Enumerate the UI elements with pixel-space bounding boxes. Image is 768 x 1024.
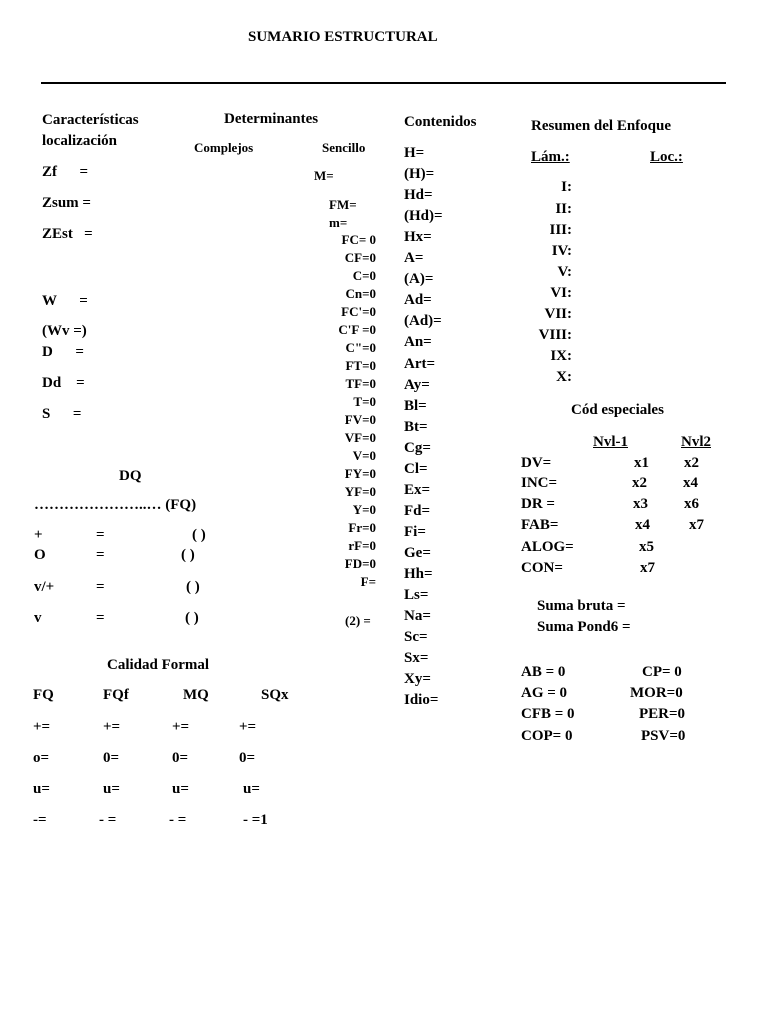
contenido-item: (H)= xyxy=(404,166,435,183)
contenido-item: Xy= xyxy=(404,671,431,688)
contenido-item: Na= xyxy=(404,608,431,625)
determinante-item: C=0 xyxy=(352,268,376,283)
calidad-cell: - =1 xyxy=(243,812,268,828)
contenido-item: Ad= xyxy=(404,292,432,309)
calidad-cell: 0= xyxy=(239,750,256,766)
determinante-item: F= xyxy=(360,574,376,589)
determinante-item: FV=0 xyxy=(344,412,376,427)
nvl2-header: Nvl2 xyxy=(681,434,711,450)
calidad-formal-heading: Calidad Formal xyxy=(107,657,210,673)
otro-codigo-right: PSV=0 xyxy=(641,728,686,744)
otro-codigo-left: CFB = 0 xyxy=(521,706,575,722)
contenido-item: (A)= xyxy=(404,271,434,288)
otro-codigo-left: COP= 0 xyxy=(521,728,573,744)
especial-nvl1: x1 xyxy=(634,455,649,471)
determinante-item: TF=0 xyxy=(345,376,376,391)
determinante-item: Y=0 xyxy=(352,502,376,517)
dq-row-value: ( ) xyxy=(186,579,200,595)
calidad-cell: - = xyxy=(99,812,117,828)
calidad-cell: u= xyxy=(172,781,189,797)
dd-field: Dd = xyxy=(42,375,85,391)
dq-row-symbol: + xyxy=(34,527,43,543)
loc-label: Loc.: xyxy=(650,149,683,165)
contenido-item: Ex= xyxy=(404,481,431,498)
pairs-field: (2) = xyxy=(345,613,371,628)
lamina-numeral: I: xyxy=(561,179,572,195)
determinante-item: C"=0 xyxy=(345,340,376,355)
contenido-item: Hx= xyxy=(404,229,432,246)
especial-nvl1: x4 xyxy=(635,517,650,533)
contenido-item: A= xyxy=(404,250,424,267)
contenido-item: (Hd)= xyxy=(404,208,443,225)
determinante-item: Cn=0 xyxy=(345,286,376,301)
calidad-cell: += xyxy=(172,719,190,735)
dq-row-value: ( ) xyxy=(185,610,199,626)
calidad-header: FQ xyxy=(33,687,54,703)
dq-row-symbol: v/+ xyxy=(34,579,55,595)
calidad-cell: 0= xyxy=(103,750,120,766)
especial-code: DV= xyxy=(521,455,552,471)
contenido-item: An= xyxy=(404,334,432,351)
otro-codigo-left: AG = 0 xyxy=(521,685,568,701)
dq-row-value: ( ) xyxy=(192,527,206,543)
otro-codigo-right: MOR=0 xyxy=(630,685,683,701)
especial-code: DR = xyxy=(521,496,555,512)
lamina-numeral: VII: xyxy=(544,306,572,322)
sencillo-label: Sencillo xyxy=(322,140,366,155)
zf-field: Zf = xyxy=(42,164,89,180)
contenido-item: (Ad)= xyxy=(404,313,442,330)
contenido-item: Hd= xyxy=(404,187,433,204)
contenido-item: Fi= xyxy=(404,523,426,540)
dq-row-equals: = xyxy=(96,527,105,543)
especial-code: INC= xyxy=(521,475,558,491)
especial-nvl1: x2 xyxy=(632,475,647,491)
especial-code: FAB= xyxy=(521,517,559,533)
calidad-cell: += xyxy=(239,719,257,735)
contenido-item: Cl= xyxy=(404,460,428,477)
m-upper-field: M= xyxy=(314,168,334,183)
contenido-item: Ls= xyxy=(404,587,429,604)
calidad-header: FQf xyxy=(103,687,129,703)
calidad-cell: - = xyxy=(169,812,187,828)
lamina-numeral: IV: xyxy=(551,243,572,259)
determinante-item: FC= 0 xyxy=(341,232,376,247)
determinante-item: rF=0 xyxy=(348,538,376,553)
contenido-item: Sx= xyxy=(404,650,429,667)
otro-codigo-left: AB = 0 xyxy=(521,664,566,680)
dq-row-symbol: O xyxy=(34,547,46,563)
localizacion-heading: localización xyxy=(42,133,117,149)
lamina-numeral: VI: xyxy=(550,285,572,301)
calidad-header: MQ xyxy=(183,687,209,703)
calidad-header: SQx xyxy=(261,687,289,703)
especial-code: CON= xyxy=(521,560,563,576)
calidad-cell: += xyxy=(33,719,51,735)
contenido-item: Sc= xyxy=(404,629,428,646)
dq-row-value: ( ) xyxy=(181,547,195,563)
zest-field: ZEst = xyxy=(42,226,93,242)
contenido-item: Fd= xyxy=(404,502,431,519)
enfoque-heading: Resumen del Enfoque xyxy=(531,118,672,134)
especial-nvl1: x7 xyxy=(640,560,655,576)
especial-nvl2: x6 xyxy=(684,496,699,512)
lamina-numeral: III: xyxy=(549,222,572,238)
determinante-item: CF=0 xyxy=(344,250,376,265)
determinante-item: T=0 xyxy=(353,394,376,409)
complejos-label: Complejos xyxy=(194,140,254,155)
d-field: D = xyxy=(42,344,84,360)
nvl1-header: Nvl-1 xyxy=(593,434,628,450)
page-title: SUMARIO ESTRUCTURAL xyxy=(248,29,438,45)
otro-codigo-right: CP= 0 xyxy=(642,664,682,680)
title-divider xyxy=(41,82,726,84)
contenido-item: Idio= xyxy=(404,692,439,709)
lam-label: Lám.: xyxy=(531,149,570,165)
determinante-item: C'F =0 xyxy=(338,322,376,337)
zsum-field: Zsum = xyxy=(42,195,91,211)
contenidos-heading: Contenidos xyxy=(404,114,477,130)
lamina-numeral: IX: xyxy=(550,348,572,364)
especial-nvl2: x4 xyxy=(683,475,698,491)
otro-codigo-right: PER=0 xyxy=(639,706,686,722)
lamina-numeral: V: xyxy=(557,264,572,280)
determinantes-heading: Determinantes xyxy=(224,111,319,127)
suma-pond-field: Suma Pond6 = xyxy=(537,619,631,635)
determinante-item: FC'=0 xyxy=(341,304,376,319)
dq-row-equals: = xyxy=(96,610,105,626)
contenido-item: Ay= xyxy=(404,376,430,393)
especial-nvl1: x3 xyxy=(633,496,648,512)
dq-row-equals: = xyxy=(96,547,105,563)
determinante-item: FD=0 xyxy=(344,556,376,571)
fm-field: FM= xyxy=(329,197,357,212)
dq-heading: DQ xyxy=(119,468,142,484)
calidad-cell: u= xyxy=(243,781,260,797)
contenido-item: Cg= xyxy=(404,439,431,456)
determinante-item: FY=0 xyxy=(344,466,376,481)
contenido-item: Bt= xyxy=(404,418,428,435)
calidad-cell: += xyxy=(103,719,121,735)
wv-field: (Wv =) xyxy=(42,323,87,339)
determinante-item: YF=0 xyxy=(344,484,376,499)
contenido-item: H= xyxy=(404,145,425,161)
w-field: W = xyxy=(42,293,88,309)
caracteristicas-heading: Características xyxy=(42,112,139,128)
lamina-numeral: X: xyxy=(556,369,572,385)
lamina-numeral: VIII: xyxy=(538,327,572,343)
especial-nvl1: x5 xyxy=(639,539,654,555)
dq-fq-line: …………………..… (FQ) xyxy=(34,497,197,513)
m-lower-field: m= xyxy=(329,215,348,230)
calidad-cell: u= xyxy=(103,781,120,797)
contenido-item: Hh= xyxy=(404,566,433,582)
determinante-item: FT=0 xyxy=(345,358,376,373)
lamina-numeral: II: xyxy=(555,201,572,217)
dq-row-symbol: v xyxy=(34,610,42,626)
contenido-item: Bl= xyxy=(404,397,427,414)
suma-bruta-field: Suma bruta = xyxy=(537,598,626,614)
especial-nvl2: x2 xyxy=(684,455,699,471)
determinante-item: Fr=0 xyxy=(348,520,376,535)
determinante-item: V=0 xyxy=(352,448,376,463)
calidad-cell: 0= xyxy=(172,750,189,766)
determinante-item: VF=0 xyxy=(344,430,376,445)
calidad-cell: o= xyxy=(33,750,50,766)
contenido-item: Art= xyxy=(404,355,436,372)
dq-row-equals: = xyxy=(96,579,105,595)
calidad-cell: u= xyxy=(33,781,50,797)
especial-nvl2: x7 xyxy=(689,517,704,533)
calidad-cell: -= xyxy=(33,812,47,828)
especiales-heading: Cód especiales xyxy=(571,402,664,418)
contenido-item: Ge= xyxy=(404,544,431,561)
especial-code: ALOG= xyxy=(521,539,574,555)
s-field: S = xyxy=(42,406,82,422)
